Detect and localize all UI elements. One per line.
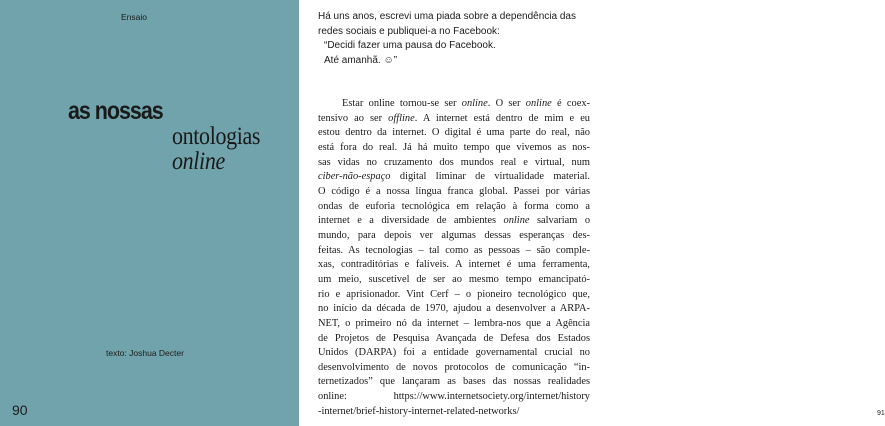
body-line: [318, 112, 590, 127]
quote-line: “Decidi fazer uma pausa do Facebook.: [324, 40, 496, 52]
quote-line: Até amanhã. ☺”: [324, 54, 398, 66]
title-line-1: as nossas: [68, 97, 163, 125]
body-text-segment: NET, o primeiro nó da internet – lembra-nos que a Agência: [318, 317, 590, 329]
essay-body: [318, 97, 590, 419]
body-text-segment: de Projetos de Pesquisa Avançada de Defesa dos Estados: [318, 332, 590, 344]
body-text-segment: mundo, para depois ver algumas dessas esperanças des-: [318, 229, 590, 241]
intro-line: redes sociais e publiquei-a no Facebook:: [318, 25, 500, 37]
body-line: [318, 200, 590, 215]
body-text-segment: feitas. As tecnologias – tal como as pessoas – são comple-: [318, 244, 590, 256]
intro-line: Há uns anos, escrevi uma piada sobre a dependência das: [318, 11, 576, 22]
body-line: [318, 170, 590, 185]
title-line-2: ontologias: [172, 123, 261, 150]
italic-term: online: [525, 98, 552, 109]
body-text-segment: online: https://www.internetsociety.org/internet/history: [318, 391, 590, 403]
title-line-3: online: [172, 148, 225, 175]
body-line: [318, 141, 590, 156]
body-text-segment: está fora do real. Já há muito tempo que vivemos as nos-: [318, 141, 590, 153]
body-line: [318, 317, 590, 332]
body-text-segment: um meio, suscetível de ser ao mesmo tempo emancipató-: [318, 273, 590, 285]
body-text-segment: Unidos (DARPA) foi a entidade governamental crucial no: [318, 347, 590, 359]
body-line: [318, 258, 590, 273]
body-line: [318, 390, 590, 405]
section-label: Ensaio: [121, 12, 147, 22]
body-line: [318, 214, 590, 229]
body-text-segment: rio e aprisionador. Vint Cerf – o pioneiro tecnológico que,: [318, 288, 590, 300]
body-line: [318, 288, 590, 303]
body-text-segment: no início da década de 1970, ajudou a desenvolver a ARPA-: [318, 303, 590, 315]
body-line: [318, 302, 590, 317]
body-text-segment: sas vidas no cruzamento dos mundos real e virtual, num: [318, 156, 590, 168]
body-text-segment: desenvolvimento de novos protocolos de comunicação “in-: [318, 361, 590, 373]
body-text-segment: xas, contraditórias e falíveis. A internet é uma ferramenta,: [318, 259, 590, 271]
body-text-segment: ternetizados” que lançaram as bases das nossas realidades: [318, 376, 590, 388]
body-line: [318, 375, 590, 390]
body-text-segment: digital liminar de virtualidade material.: [390, 171, 590, 183]
page-number-right: 91: [877, 410, 885, 417]
body-text-segment: -internet/brief-history-internet-related-networks/: [318, 405, 520, 417]
body-line: [318, 361, 590, 376]
italic-term: offline: [388, 112, 415, 124]
left-page: [0, 0, 299, 426]
body-text-segment: tensivo ao ser: [318, 112, 389, 124]
body-text-segment: é coex-: [551, 98, 590, 109]
body-text-segment: internet e a diversidade de ambientes: [318, 215, 504, 227]
intro-paragraph: [318, 10, 590, 68]
body-text-segment: salvariam o: [529, 215, 591, 227]
body-line: [318, 332, 590, 347]
body-text-segment: Estar online tornou-se ser: [342, 98, 462, 109]
body-text-segment: . A internet está dentro de mim e eu: [414, 112, 590, 124]
body-text-segment: . O ser: [487, 98, 526, 109]
body-line: [318, 126, 590, 141]
body-line: [318, 405, 590, 420]
body-text-segment: ondas de euforia tecnológica em relação à forma como a: [318, 200, 590, 212]
italic-term: online: [503, 215, 530, 227]
body-text-segment: O código é a nossa língua franca global. Passei por várias: [318, 185, 590, 197]
body-line: [318, 185, 590, 200]
body-line: [318, 97, 590, 112]
body-line: [318, 273, 590, 288]
article-title: [60, 98, 300, 175]
body-line: [318, 156, 590, 171]
body-text-segment: estou dentro da internet. O digital é uma parte do real, não: [318, 127, 590, 139]
author-credit: texto: Joshua Decter: [106, 348, 184, 358]
italic-term: online: [461, 98, 488, 109]
body-line: [318, 244, 590, 259]
body-line: [318, 346, 590, 361]
body-line: [318, 229, 590, 244]
italic-term: ciber-não-espaço: [318, 171, 391, 183]
page-number-left: 90: [12, 402, 28, 418]
